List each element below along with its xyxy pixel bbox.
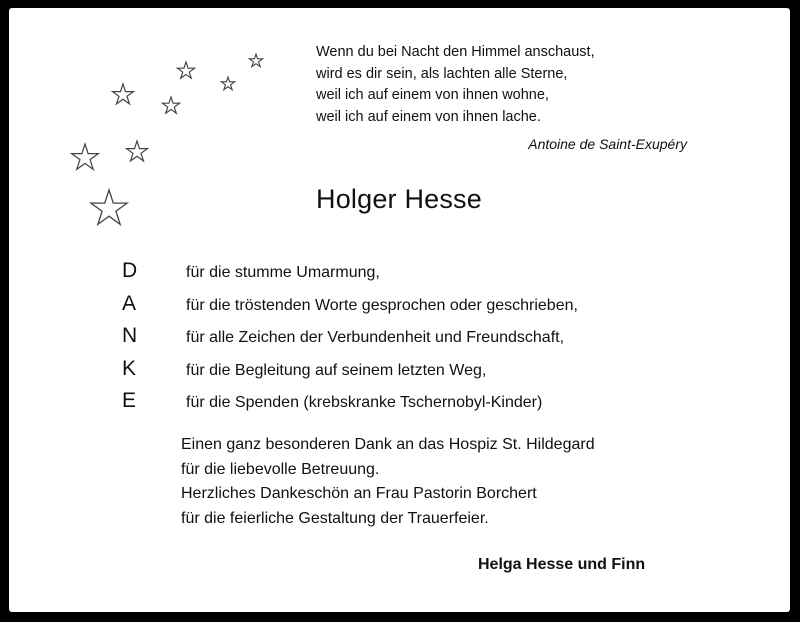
stars-decoration xyxy=(9,8,309,248)
poem-quote xyxy=(316,42,595,128)
danke-list xyxy=(117,259,578,422)
signature: Helga Hesse und Finn xyxy=(478,556,646,573)
thanks-text: für alle Zeichen der Verbundenheit und Freundschaft, xyxy=(186,329,565,346)
closing-paragraph xyxy=(181,433,595,531)
star-icon xyxy=(113,84,134,104)
acrostic-letter: K xyxy=(122,356,137,380)
star-icon xyxy=(249,54,262,67)
list-item xyxy=(117,259,578,292)
list-item xyxy=(117,389,578,422)
acrostic-letter: A xyxy=(122,291,137,315)
star-icon xyxy=(127,141,148,161)
star-icon xyxy=(91,190,127,224)
closing-line: Herzliches Dankeschön an Frau Pastorin Borchert xyxy=(181,485,537,502)
list-item xyxy=(117,324,578,357)
poem-line: wird es dir sein, als lachten alle Sterne, xyxy=(316,65,568,82)
obituary-card xyxy=(9,8,790,612)
list-item xyxy=(117,292,578,325)
poem-line: weil ich auf einem von ihnen wohne, xyxy=(316,87,549,103)
poem-line: weil ich auf einem von ihnen lache. xyxy=(316,108,541,125)
thanks-text: für die stumme Umarmung, xyxy=(186,264,380,281)
deceased-name: Holger Hesse xyxy=(316,184,482,214)
list-item xyxy=(117,357,578,390)
thanks-text: für die Spenden (krebskranke Tschernobyl-Kinder) xyxy=(186,394,543,411)
acrostic-letter: N xyxy=(122,324,138,347)
acrostic-letter: D xyxy=(122,259,138,282)
star-icon xyxy=(221,77,234,90)
poem-line: Wenn du bei Nacht den Himmel anschaust, xyxy=(316,44,595,60)
star-icon xyxy=(177,62,194,78)
star-icon xyxy=(162,97,179,113)
closing-line: Einen ganz besonderen Dank an das Hospiz St. Hildegard xyxy=(181,436,595,453)
poem-author: Antoine de Saint-Exupéry xyxy=(528,136,687,152)
thanks-text: für die tröstenden Worte gesprochen oder geschrieben, xyxy=(186,296,578,314)
thanks-text: für die Begleitung auf seinem letzten Weg, xyxy=(186,361,487,379)
closing-line: für die feierliche Gestaltung der Trauerfeier. xyxy=(181,509,489,527)
closing-line: für die liebevolle Betreuung. xyxy=(181,460,380,478)
star-icon xyxy=(72,144,99,169)
acrostic-letter: E xyxy=(122,389,137,412)
